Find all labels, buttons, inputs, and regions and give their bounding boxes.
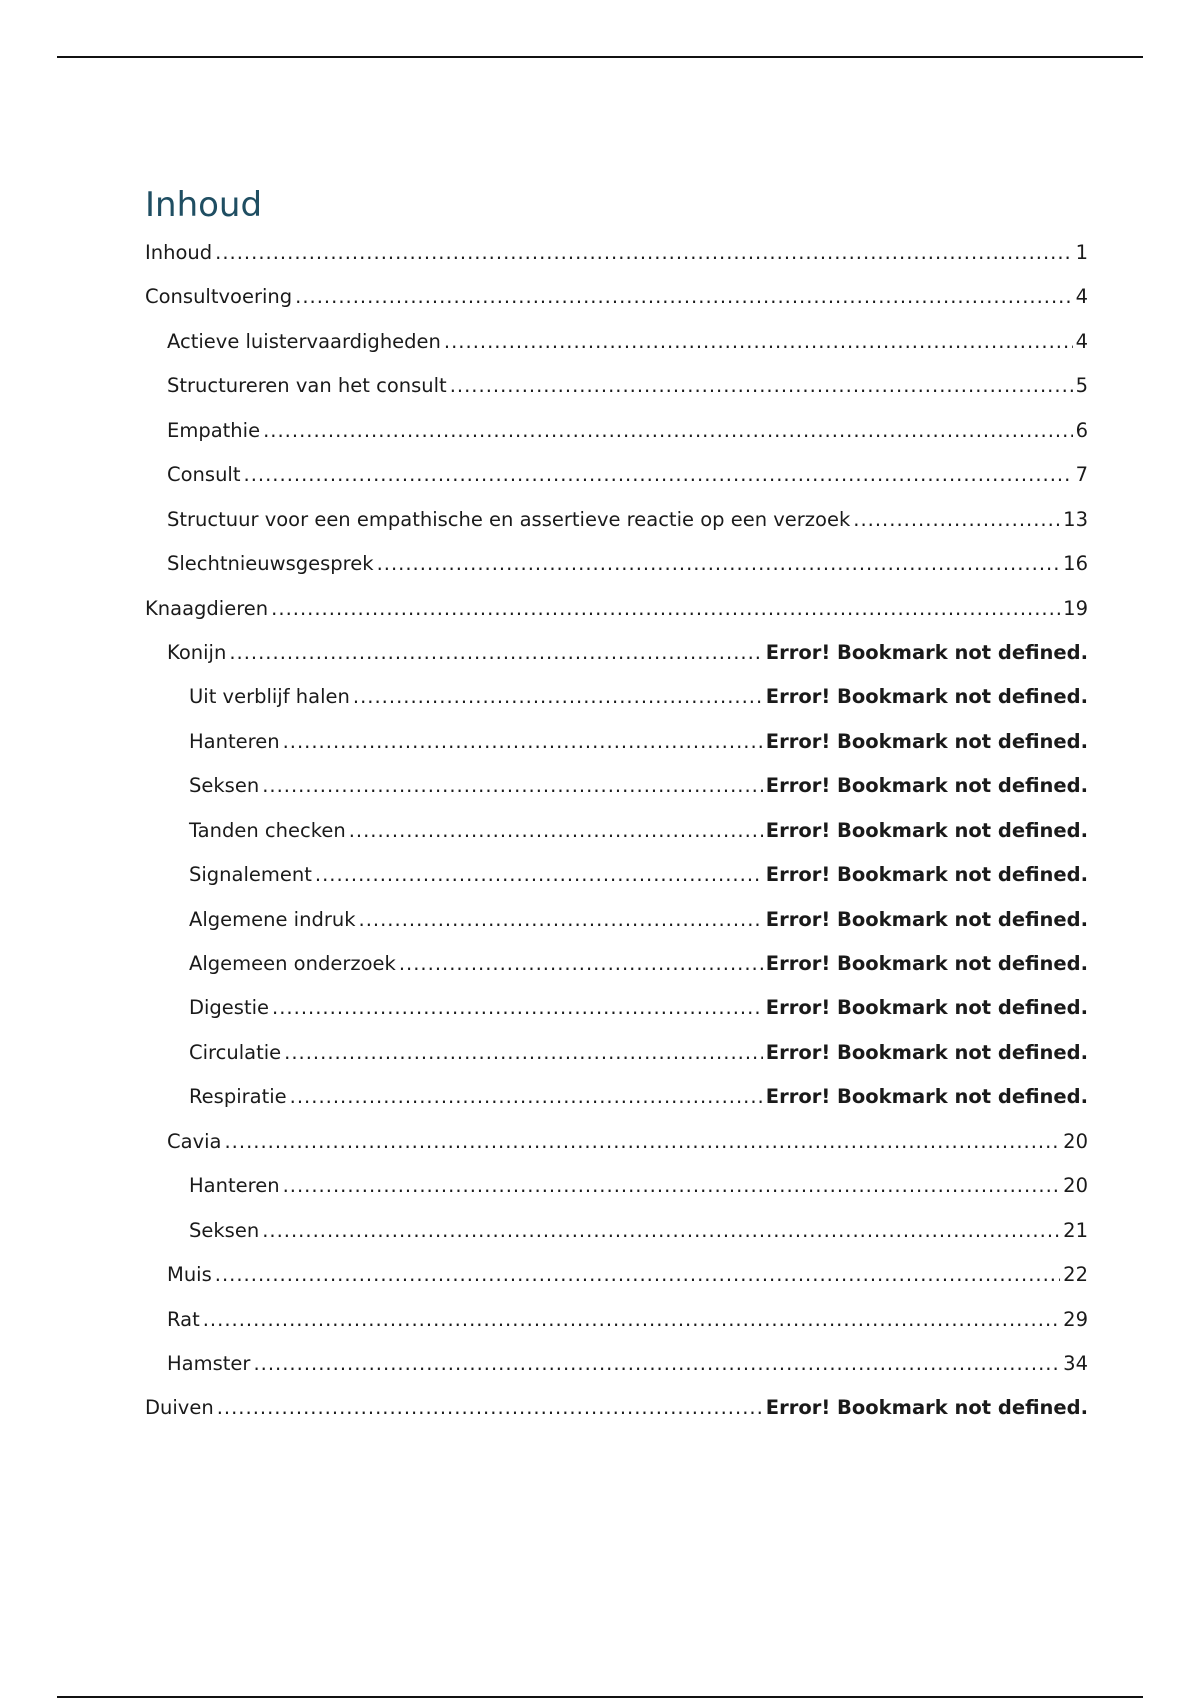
- toc-entry-label: Rat: [167, 1307, 200, 1331]
- footer-rule: [57, 1696, 1143, 1698]
- toc-dot-leader: [262, 1218, 1060, 1244]
- toc-entry-page-number: 1: [1075, 241, 1088, 264]
- toc-entry-page-number: 4: [1075, 285, 1088, 309]
- toc-entry[interactable]: [145, 773, 1088, 817]
- toc-entry-label: Cavia: [167, 1129, 222, 1153]
- toc-entry-error: Error! Bookmark not defined.: [765, 996, 1088, 1020]
- toc-entry-page-number: 4: [1075, 329, 1088, 353]
- toc-entry-label: Consultvoering: [145, 285, 293, 309]
- toc-entry[interactable]: [145, 1084, 1088, 1128]
- toc-entry-label: Seksen: [189, 1218, 260, 1242]
- toc-entry-label: Muis: [167, 1263, 212, 1287]
- toc-entry-label: Seksen: [189, 774, 260, 798]
- toc-entry-page-number: 5: [1075, 374, 1088, 398]
- toc-entry[interactable]: [145, 284, 1088, 328]
- toc-entry[interactable]: [145, 1351, 1088, 1395]
- toc-entry[interactable]: [145, 418, 1088, 462]
- toc-entry[interactable]: [145, 1307, 1088, 1351]
- toc-entry-label: Algemeen onderzoek: [189, 952, 396, 975]
- toc-entry[interactable]: [145, 1218, 1088, 1262]
- toc-entry-page-number: 29: [1063, 1307, 1088, 1331]
- toc-entry[interactable]: [145, 1173, 1088, 1217]
- toc-entry-page-number: 13: [1063, 507, 1088, 531]
- toc-dot-leader: [853, 507, 1060, 533]
- toc-entry[interactable]: [145, 240, 1088, 284]
- toc-entry-error: Error! Bookmark not defined.: [765, 952, 1088, 975]
- toc-entry-page-number: 6: [1075, 418, 1088, 442]
- toc-entry[interactable]: [145, 1129, 1088, 1173]
- toc-entry-label: Konijn: [167, 640, 227, 664]
- toc-entry[interactable]: [145, 596, 1088, 640]
- toc-entry-error: Error! Bookmark not defined.: [765, 1040, 1088, 1064]
- toc-entry-label: Slechtnieuwsgesprek: [167, 552, 374, 576]
- toc-entry-error: Error! Bookmark not defined.: [765, 729, 1088, 753]
- toc-dot-leader: [272, 995, 763, 1021]
- toc-entry-page-number: 7: [1075, 463, 1088, 487]
- toc-entry[interactable]: [145, 1262, 1088, 1306]
- toc-entry[interactable]: [145, 684, 1088, 728]
- toc-entry-label: Inhoud: [145, 241, 213, 264]
- toc-entry-page-number: 16: [1063, 552, 1088, 576]
- toc-dot-leader: [253, 1351, 1060, 1377]
- toc-dot-leader: [271, 596, 1060, 622]
- toc-entry-label: Structureren van het consult: [167, 374, 447, 398]
- toc-entry-page-number: 21: [1063, 1218, 1088, 1242]
- toc-entry[interactable]: [145, 818, 1088, 862]
- toc-entry[interactable]: [145, 640, 1088, 684]
- toc-entry[interactable]: [145, 1040, 1088, 1084]
- toc-entry-label: Hanteren: [189, 729, 280, 753]
- toc-dot-leader: [203, 1307, 1060, 1333]
- toc-dot-leader: [399, 951, 763, 977]
- toc-entry-error: Error! Bookmark not defined.: [765, 1396, 1088, 1420]
- toc-dot-leader: [353, 684, 763, 710]
- toc-entry-page-number: 22: [1063, 1263, 1088, 1287]
- toc-entry-label: Tanden checken: [189, 818, 346, 842]
- table-of-contents: [145, 240, 1088, 1440]
- toc-dot-leader: [284, 1040, 763, 1066]
- toc-entry-error: Error! Bookmark not defined.: [765, 640, 1088, 664]
- toc-entry-label: Respiratie: [189, 1085, 287, 1109]
- toc-dot-leader: [244, 462, 1073, 488]
- toc-entry-error: Error! Bookmark not defined.: [765, 1085, 1088, 1109]
- toc-entry-label: Knaagdieren: [145, 596, 269, 620]
- toc-entry-label: Consult: [167, 463, 241, 487]
- toc-dot-leader: [359, 907, 763, 933]
- toc-entry-label: Empathie: [167, 418, 261, 442]
- toc-entry-label: Hanteren: [189, 1174, 280, 1198]
- toc-entry-error: Error! Bookmark not defined.: [765, 818, 1088, 842]
- toc-dot-leader: [450, 373, 1073, 399]
- toc-entry[interactable]: [145, 551, 1088, 595]
- toc-entry-label: Hamster: [167, 1351, 251, 1375]
- toc-dot-leader: [295, 284, 1072, 310]
- toc-entry[interactable]: [145, 462, 1088, 506]
- toc-entry[interactable]: [145, 507, 1088, 551]
- toc-entry[interactable]: [145, 729, 1088, 773]
- toc-entry-page-number: 20: [1063, 1129, 1088, 1153]
- toc-entry[interactable]: [145, 1395, 1088, 1439]
- toc-entry-label: Duiven: [145, 1396, 214, 1420]
- toc-dot-leader: [217, 1395, 763, 1421]
- toc-entry-error: Error! Bookmark not defined.: [765, 774, 1088, 798]
- toc-dot-leader: [229, 640, 762, 666]
- toc-dot-leader: [349, 818, 763, 844]
- toc-entry-label: Actieve luistervaardigheden: [167, 329, 441, 353]
- toc-entry-label: Digestie: [189, 996, 270, 1020]
- header-rule: [57, 56, 1143, 58]
- toc-entry[interactable]: [145, 329, 1088, 373]
- toc-entry-label: Uit verblijf halen: [189, 685, 350, 709]
- toc-entry-label: Structuur voor een empathische en assertieve reactie op een verzoek: [167, 507, 851, 531]
- toc-entry-page-number: 34: [1063, 1351, 1088, 1375]
- toc-dot-leader: [215, 240, 1072, 266]
- toc-dot-leader: [283, 729, 763, 755]
- toc-dot-leader: [215, 1262, 1060, 1288]
- toc-entry-error: Error! Bookmark not defined.: [765, 685, 1088, 709]
- toc-entry[interactable]: [145, 373, 1088, 417]
- toc-entry-error: Error! Bookmark not defined.: [765, 907, 1088, 931]
- toc-entry[interactable]: [145, 951, 1088, 995]
- toc-entry-label: Signalement: [189, 863, 312, 887]
- toc-dot-leader: [224, 1129, 1060, 1155]
- toc-entry-label: Circulatie: [189, 1040, 282, 1064]
- page-title: Inhoud: [145, 185, 263, 225]
- toc-entry-page-number: 19: [1063, 596, 1088, 620]
- toc-entry[interactable]: [145, 995, 1088, 1039]
- toc-dot-leader: [283, 1173, 1061, 1199]
- toc-dot-leader: [315, 862, 763, 888]
- toc-entry[interactable]: [145, 862, 1088, 906]
- toc-dot-leader: [262, 773, 763, 799]
- toc-entry-label: Algemene indruk: [189, 907, 356, 931]
- toc-entry-error: Error! Bookmark not defined.: [765, 863, 1088, 887]
- toc-dot-leader: [377, 551, 1061, 577]
- toc-entry-page-number: 20: [1063, 1174, 1088, 1198]
- toc-dot-leader: [263, 418, 1073, 444]
- toc-dot-leader: [290, 1084, 763, 1110]
- toc-dot-leader: [444, 329, 1073, 355]
- toc-entry[interactable]: [145, 907, 1088, 951]
